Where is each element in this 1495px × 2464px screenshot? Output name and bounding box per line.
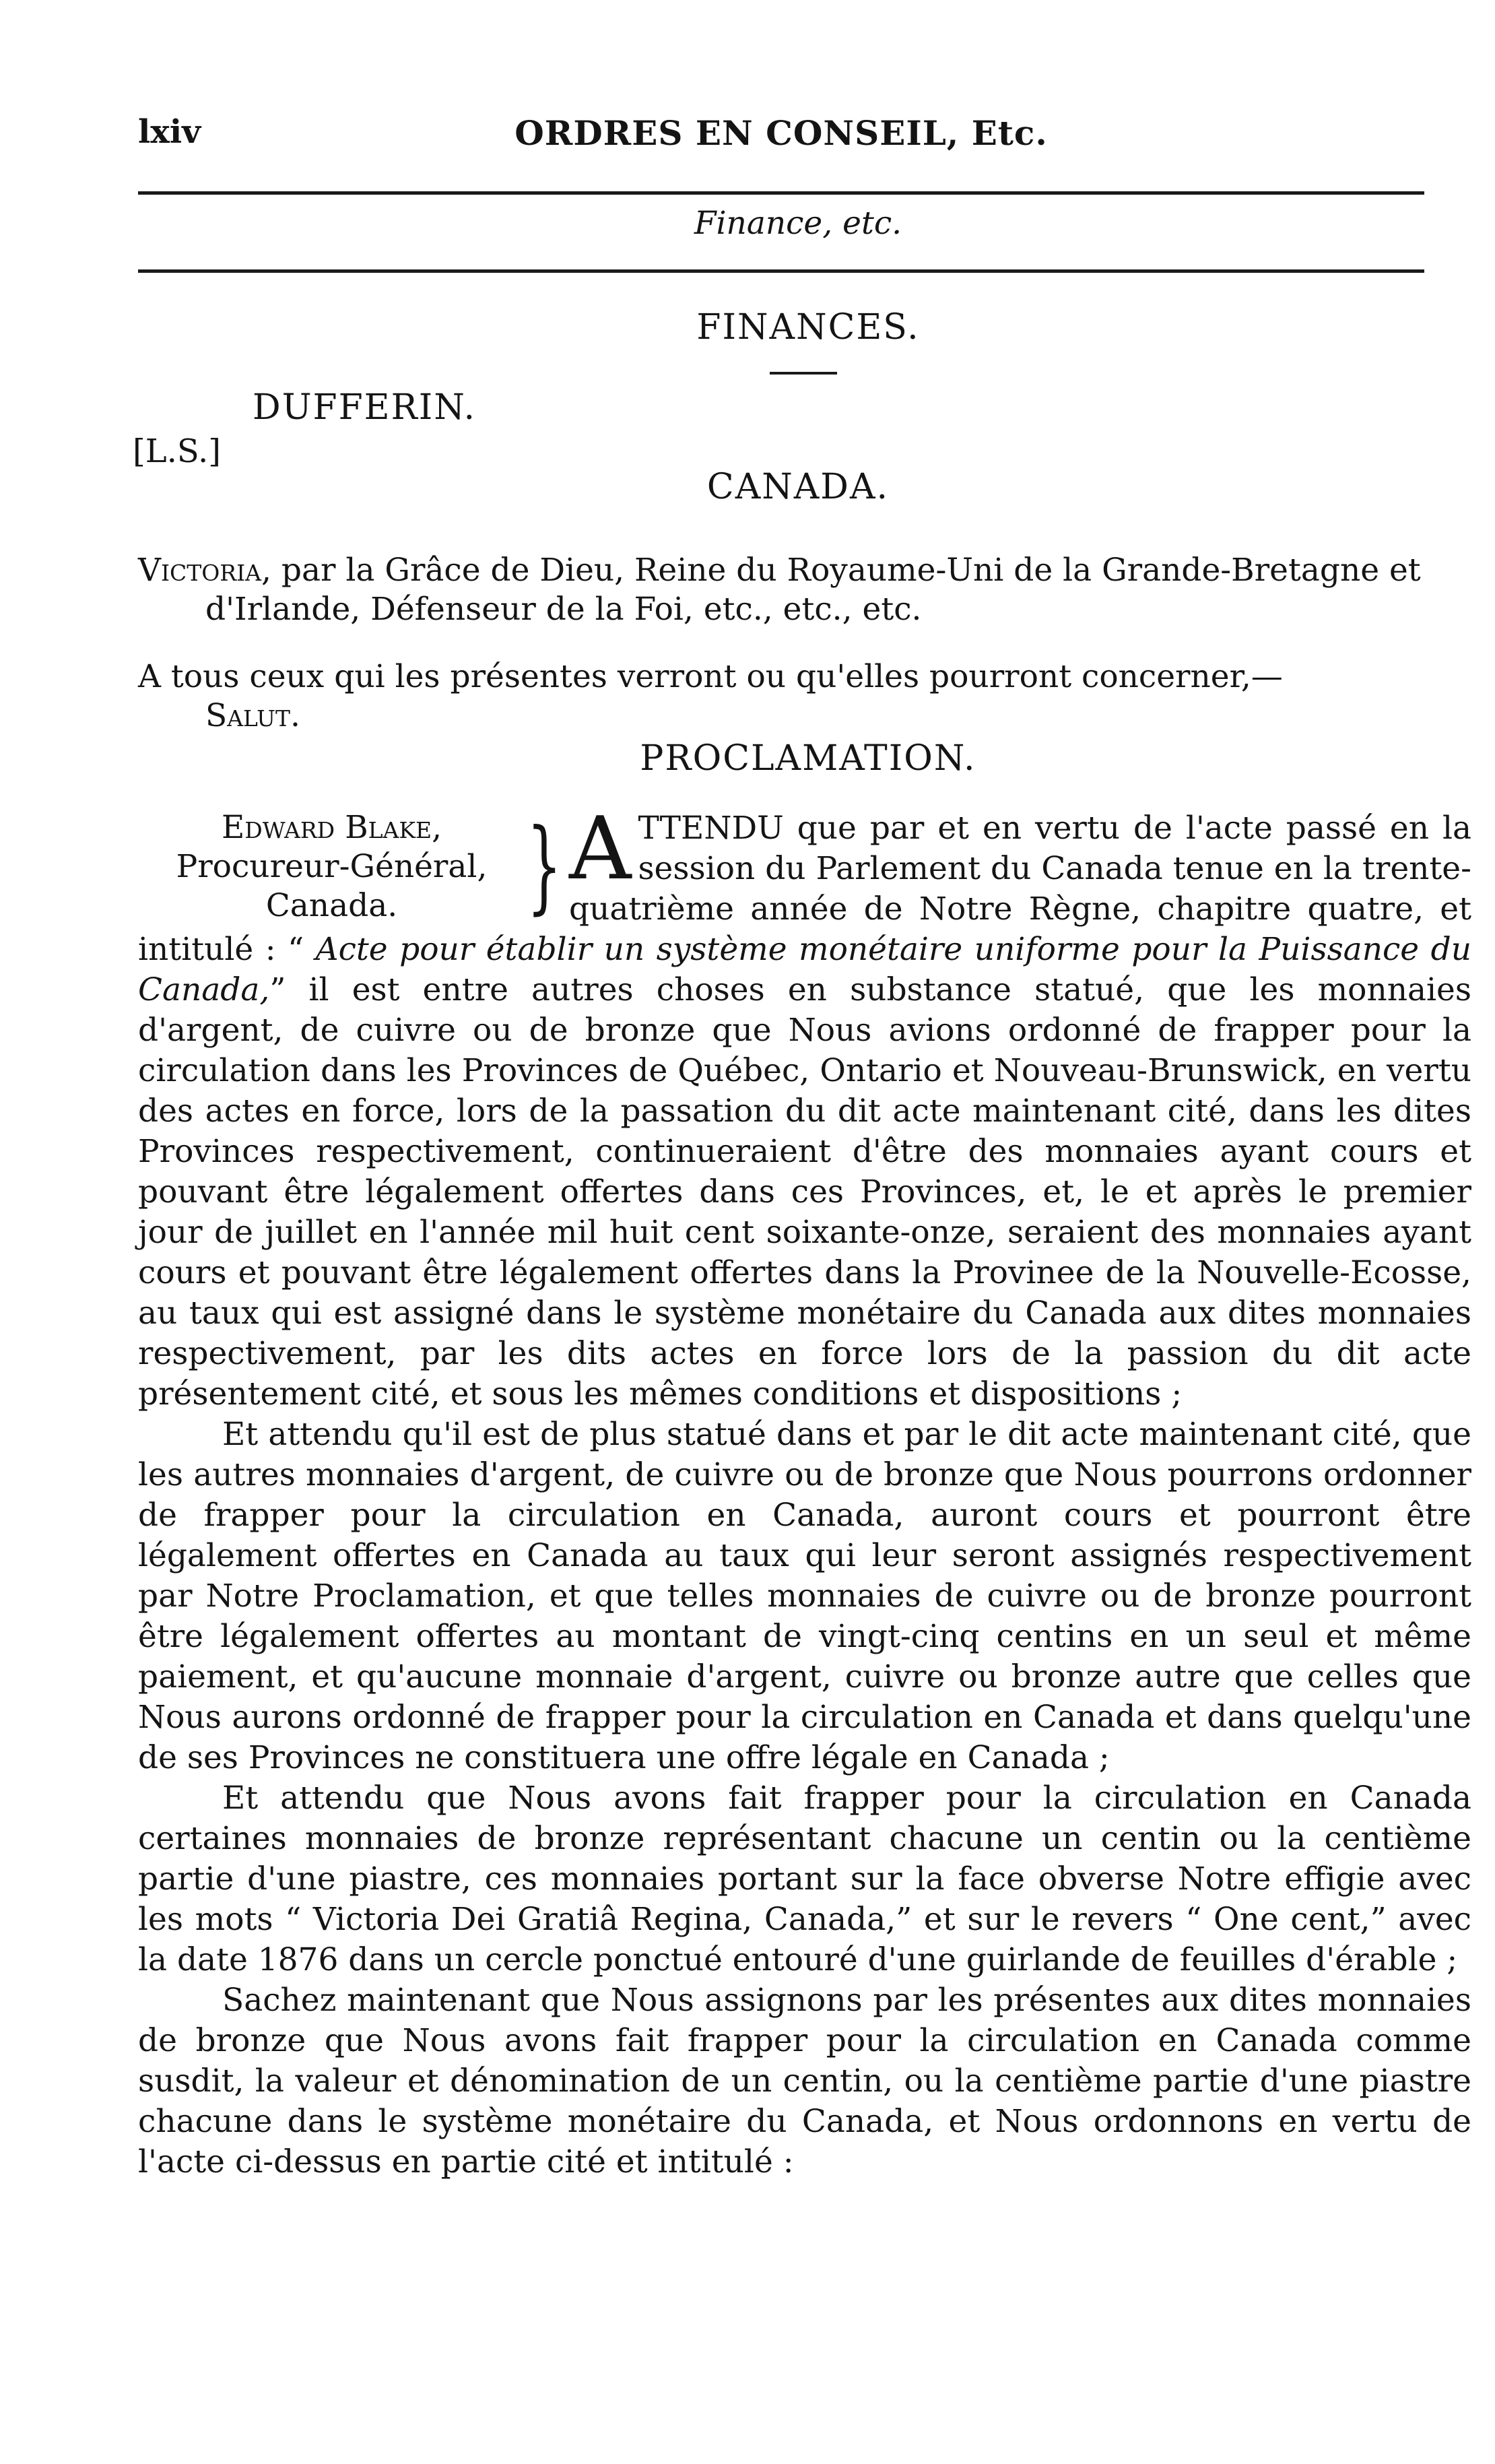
address-text: A tous ceux qui les présentes verront ou qu'elles pourront concerner,— (138, 658, 1283, 695)
governor-signature: DUFFERIN. (253, 387, 477, 428)
paragraph-1-rest: ” il est entre autres choses en substance statué, que les monnaies d'argent, de cuivre ou de bronze que Nous avions ordonné de frapper pour la circulation dans les Provinces de Québec, Ontario et Nouveau-Brunswick, en vertu des actes en force, lors de la passation du dit acte maintenant cité, dans les dites Provinces respectivement, continueraient d'être des monnaies ayant cours et pouvant être légalement offertes dans ces Provinces, et, le et après le premier jour de juillet en l'année mil huit cent soixante-onze, seraient des monnaies ayant cours et pouvant être légalement offertes dans la Provinee de la Nouvelle-Ecosse, au taux qui est assigné dans le système monétaire du Canada aux dites monnaies respectivement, par les dits actes en force lors de la passion du dit acte présentement cité, et sous les mêmes conditions et dispositions ; (138, 971, 1471, 1413)
signatory-office: Procureur-Général, (176, 848, 488, 885)
running-title: ORDRES EN CONSEIL, Etc. (514, 113, 1048, 153)
title-dash (770, 372, 837, 375)
royal-style-text: , par la Grâce de Dieu, Reine du Royaume-Uni de la Grande-Bretagne et d'Irlande, Défenseur de la Foi, etc., etc., etc. (205, 552, 1421, 628)
royal-style-paragraph (138, 551, 1495, 629)
sovereign-name: Victoria (138, 552, 262, 589)
drop-cap: A (569, 799, 632, 899)
body-paragraph-4: Sachez maintenant que Nous assignons par les présentes aux dites monnaies de bronze que Nous avons fait frapper pour la circulation en Canada comme susdit, la valeur et dénomination de un centin, ou la centième partie d'une piastre chacune dans le système monétaire du Canada, et Nous ordonnons en vertu de l'acte ci-dessus en partie cité et intitulé : (138, 1982, 1471, 2180)
signatory-place: Canada. (265, 887, 398, 924)
paragraph-1-opening: TTENDU que par et en vertu de l'acte passé en la session du Parlement du Canada tenue en la trente-quatrième année de Notre Règne, chapitre quatre, et intitulé : “ (138, 810, 1471, 968)
page-number: lxiv (138, 113, 201, 151)
country-heading: CANADA. (706, 467, 890, 507)
proclamation-title: PROCLAMATION. (640, 738, 976, 779)
section-subhead: Finance, etc. (694, 205, 902, 242)
signatory-name: Edward Blake, (221, 809, 442, 846)
act-title: Acte pour établir un système monétaire uniforme pour la Puissance du Canada, (138, 931, 1471, 1008)
sidenote-spacer (138, 808, 569, 928)
top-rule (138, 191, 1424, 195)
sidenote-brace: } (527, 808, 562, 925)
salut-word: Salut. (205, 697, 300, 734)
address-paragraph (138, 657, 1495, 736)
running-head (138, 113, 1424, 160)
section-title: FINANCES. (696, 307, 920, 348)
second-rule (138, 269, 1424, 273)
proclamation-body (138, 799, 1471, 2182)
body-paragraph-2: Et attendu qu'il est de plus statué dans et par le dit acte maintenant cité, que les autres monnaies d'argent, de cuivre ou de bronze que Nous pourrons ordonner de frapper pour la circulation en Canada, auront cours et pourront être légalement offertes en Canada au taux qui leur seront assignés respectivement par Notre Proclamation, et que telles monnaies de cuivre ou de bronze pourront être légalement offertes au montant de vingt-cinq centins en un seul et même paiement, et qu'aucune monnaie d'argent, cuivre ou bronze autre que celles que Nous aurons ordonné de frapper pour la circulation en Canada et dans quelqu'une de ses Provinces ne constituera une offre légale en Canada ; (138, 1416, 1471, 1776)
seal-mark: [L.S.] (133, 432, 222, 470)
body-paragraph-3: Et attendu que Nous avons fait frapper pour la circulation en Canada certaines monnaies de bronze représentant chacune un centin ou la centième partie d'une piastre, ces monnaies portant sur la face obverse Notre effigie avec les mots “ Victoria Dei Gratiâ Regina, Canada,” et sur le revers “ One cent,” avec la date 1876 dans un cercle ponctué entouré d'une guirlande de feuilles d'érable ; (138, 1780, 1471, 1978)
